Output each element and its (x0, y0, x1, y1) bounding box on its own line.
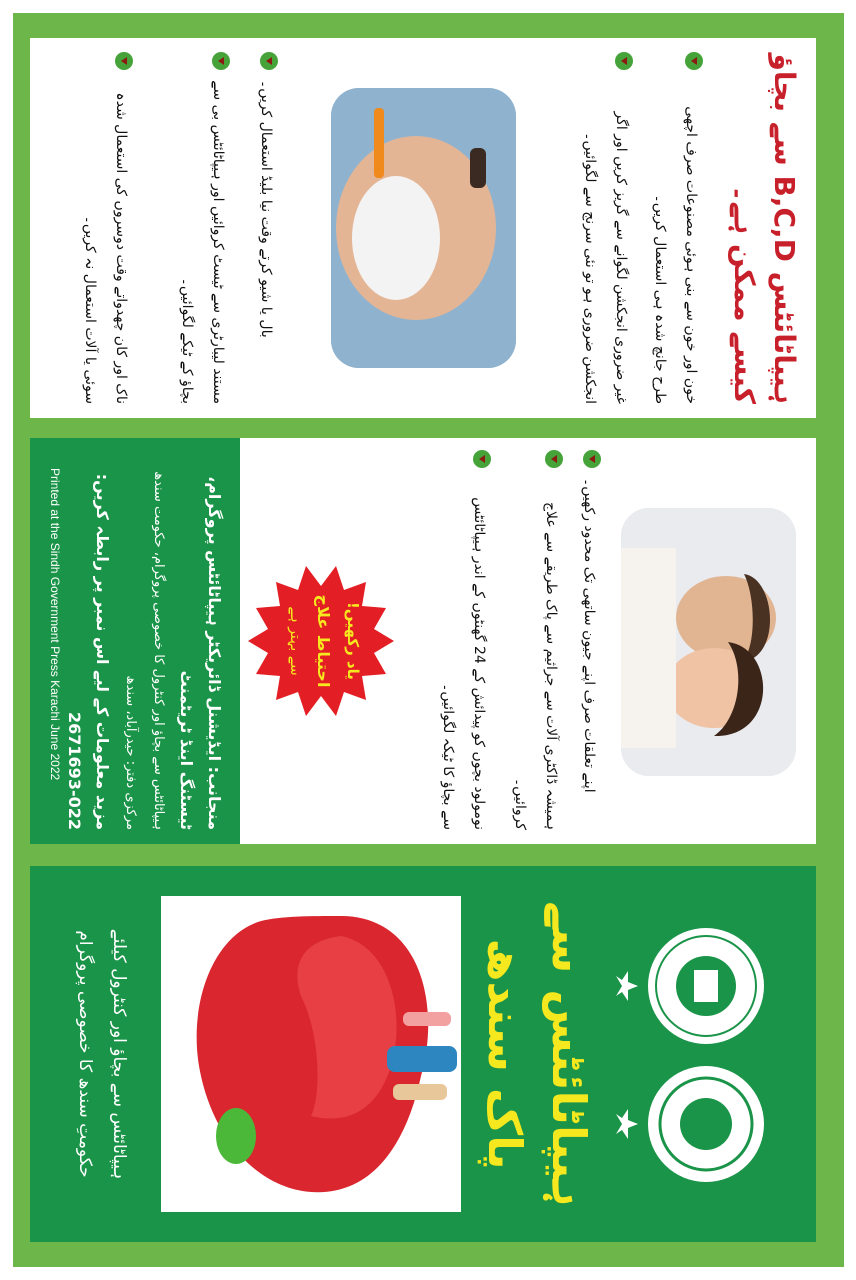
prevention-bullet-3-text: بال یا شیو کرتے وقت نیا بلیڈ استعمال کریں۔ (258, 80, 274, 338)
triangle-bullet-icon (212, 52, 230, 70)
shaving-photo-image (331, 88, 516, 368)
triangle-bullet-icon (583, 450, 601, 468)
burst-line-3: سے بہتر ہے (287, 606, 303, 676)
contact-line-2: ہیپاٹائٹس سے بچاؤ اور کنٹرول کا خصوصی پروگرام، حکومت سندھ (151, 471, 166, 830)
couple-panel-white (240, 438, 816, 844)
prevention-bullet-2-text: غیر ضروری انجکشن لگوانے سے گریز کریں اور اگر انجکشن ضروری ہو تو نئی سرنج سے لگوائیں۔ (582, 111, 629, 404)
chief-minister-emblem (616, 928, 764, 1044)
prevention-bullet-1 (644, 52, 706, 404)
printed-note: Printed at the Sindh Government Press Karachi June 2022 (48, 468, 62, 781)
contact-line-3: مرکزی دفتر: حیدرآباد، سندھ (123, 675, 138, 830)
couple-bullet-1-text: اپنے تعلقات صرف اپنے جیون ساتھی تک محدود رکھیں۔ (581, 478, 597, 793)
couple-bullet-1 (573, 450, 604, 830)
triangle-bullet-icon (260, 52, 278, 70)
couple-bullet-3 (432, 450, 494, 830)
prevention-bullet-1-text: خون اور خون سے بنی ہوئی مصنوعات صرف اچھی طرح جانچ شدہ ہی استعمال کریں۔ (652, 106, 699, 404)
government-seal (616, 1066, 764, 1182)
triangle-bullet-icon (545, 450, 563, 468)
cover-panel (30, 866, 816, 1242)
couple-bullet-3-text: نومولود بچوں کو پیدائش کے 24 گھنٹوں کے اندر ہیپاٹائٹس سے بچاؤ کا ٹیکہ لگوائیں۔ (440, 497, 487, 830)
prevention-bullet-5-text: ناک اور کان چھدواتے وقت دوسروں کی استعمال شدہ سوئی یا آلات استعمال نہ کریں۔ (82, 92, 129, 404)
cover-subtitle (68, 876, 136, 1232)
contact-line-4: مزید معلومات کے لیے اس نمبر پر رابطہ کریں: 022-2671693 (65, 473, 112, 830)
cover-title (473, 876, 601, 1232)
cover-subtitle-line-2: حکومتِ سندھ کا خصوصی پروگرام (75, 930, 95, 1178)
burst-text (282, 566, 368, 716)
reminder-burst (246, 556, 396, 726)
contact-block (60, 452, 228, 830)
prevention-bullet-4 (171, 52, 233, 404)
liver-illustration-card (161, 896, 461, 1212)
prevention-bullet-2 (574, 52, 636, 404)
couple-photo-image (621, 508, 796, 776)
cover-subtitle-line-1: ہیپاٹائٹس سے بچاؤ اور کنٹرول کیلئے (109, 928, 129, 1180)
triangle-bullet-icon (115, 52, 133, 70)
prevention-title: ہیپاٹائٹس B,C,D سے بچاؤ کیسے ممکن ہے۔ (728, 53, 801, 404)
burst-line-2: احتیاط علاج (314, 594, 333, 688)
burst-line-1: یاد رکھیں! (344, 602, 362, 680)
cover-title-line-1: ہیپاٹائٹس سے (542, 901, 596, 1207)
cover-title-line-2: پاک سندھ (478, 938, 532, 1170)
prevention-bullet-4-text: مستند لیبارٹری سے ٹیسٹ کروائیں اور ہیپاٹائٹس بی سے بچاؤ کے ٹیکے لگوائیں۔ (179, 80, 226, 404)
triangle-bullet-icon (685, 52, 703, 70)
prevention-bullet-3 (250, 52, 281, 404)
couple-photo (621, 508, 796, 776)
prevention-panel (30, 38, 816, 418)
prevention-bullet-5 (74, 52, 136, 404)
star-icon (616, 971, 638, 1001)
shaving-photo (331, 88, 516, 368)
contact-line-1: منجانب: ایڈیشنل ڈائریکٹر ہیپاٹائٹس پروگرام، ٹیسٹنگ اینڈ ٹریٹمنٹ (177, 476, 224, 830)
couple-bullet-2 (504, 450, 566, 830)
contact-strip (30, 438, 240, 844)
emblems (616, 906, 786, 1206)
star-icon (616, 1109, 638, 1139)
couple-bullet-2-text: ہمیشہ ڈاکٹری آلات سے جراثیم سے پاک طریقے سے علاج کروائیں۔ (512, 501, 559, 830)
triangle-bullet-icon (473, 450, 491, 468)
triangle-bullet-icon (615, 52, 633, 70)
liver-illustration (161, 896, 461, 1212)
